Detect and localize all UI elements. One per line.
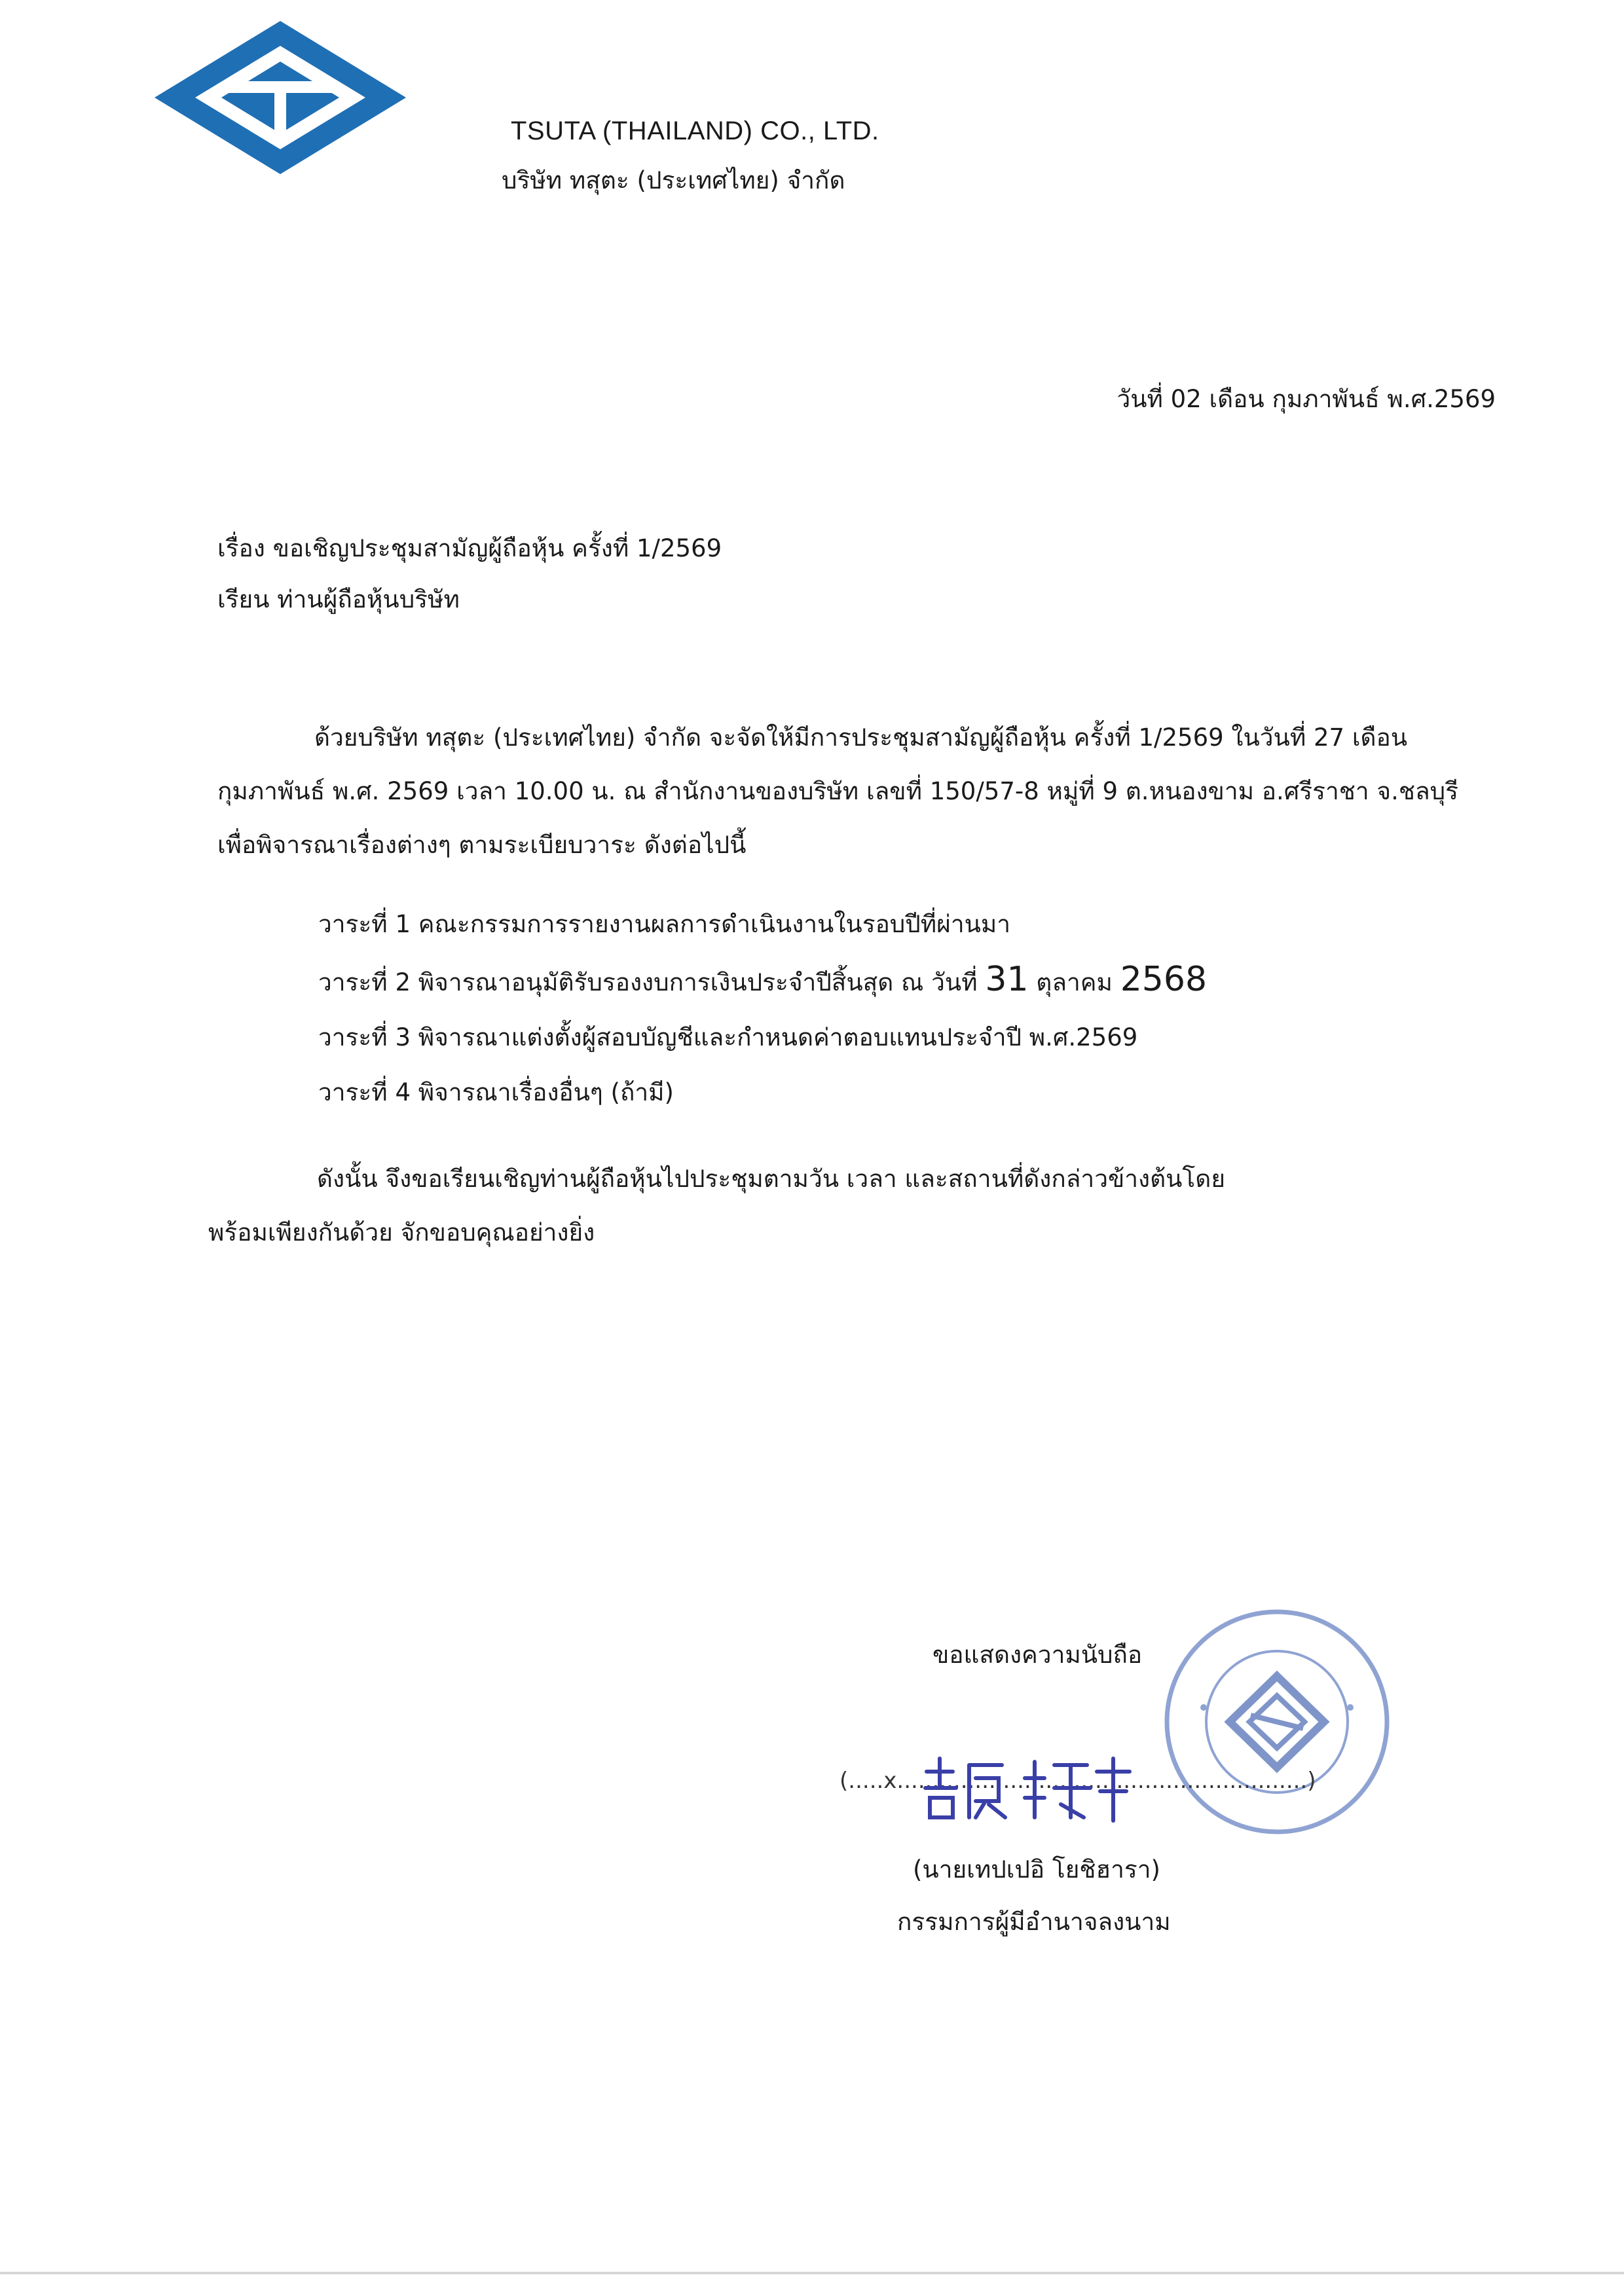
body-paragraph <box>217 711 1501 872</box>
body-line: ด้วยบริษัท ทสุตะ (ประเทศไทย) จำกัด จะจัดให้มีการประชุมสามัญผู้ถือหุ้น ครั้งที่ 1/2569 ในวันที่ 27 เดือน <box>314 723 1408 752</box>
respect-closing: ขอแสดงความนับถือ <box>932 1641 1143 1669</box>
body-line: เพื่อพิจารณาเรื่องต่างๆ ตามระเบียบวาระ ดังต่อไปนี้ <box>217 831 747 859</box>
company-name-th: บริษัท ทสุตะ (ประเทศไทย) จำกัด <box>502 166 845 194</box>
signatory-title: กรรมการผู้มีอำนาจลงนาม <box>897 1908 1171 1936</box>
closing-line: พร้อมเพียงกันด้วย จักขอบคุณอย่างยิ่ง <box>208 1218 595 1247</box>
agenda-item-text: วาระที่ 2 พิจารณาอนุมัติรับรองงบการเงินประจำปีสิ้นสุด ณ วันที่ <box>318 968 986 996</box>
handwritten-signature <box>913 1752 1136 1824</box>
agenda-item <box>318 952 1207 1010</box>
letter-addressee: เรียน ท่านผู้ถือหุ้นบริษัท <box>217 585 460 613</box>
agenda-item-day: 31 <box>985 960 1029 999</box>
tsuta-logo-icon <box>149 16 411 179</box>
letter-date: วันที่ 02 เดือน กุมภาพันธ์ พ.ศ.2569 <box>1116 385 1496 413</box>
agenda-item: วาระที่ 1 คณะกรรมการรายงานผลการดำเนินงานในรอบปีที่ผ่านมา <box>318 910 1011 938</box>
agenda-item-year: 2568 <box>1120 960 1208 999</box>
company-name-en: TSUTA (THAILAND) CO., LTD. <box>511 117 879 145</box>
bottom-divider <box>0 2272 1624 2274</box>
agenda-item: วาระที่ 3 พิจารณาแต่งตั้งผู้สอบบัญชีและกำหนดค่าตอบแทนประจำปี พ.ศ.2569 <box>318 1023 1138 1051</box>
agenda-item-month: ตุลาคม <box>1028 968 1120 996</box>
letter-subject: เรื่อง ขอเชิญประชุมสามัญผู้ถือหุ้น ครั้งที่ 1/2569 <box>217 534 722 562</box>
company-seal-icon <box>1153 1597 1401 1846</box>
signatory-name: (นายเทปเปอิ โยชิฮารา) <box>913 1855 1160 1884</box>
agenda-list <box>318 897 1207 1120</box>
closing-line: ดังนั้น จึงขอเรียนเชิญท่านผู้ถือหุ้นไปประชุมตามวัน เวลา และสถานที่ดังกล่าวข้างต้นโดย <box>317 1165 1226 1193</box>
signature-line: (.....x..........................................................) <box>840 1768 1316 1794</box>
body-line: กุมภาพันธ์ พ.ศ. 2569 เวลา 10.00 น. ณ สำนักงานของบริษัท เลขที่ 150/57-8 หมู่ที่ 9 ต.หนองขาม อ.ศรีราชา จ.ชลบุรี <box>217 777 1458 805</box>
closing-paragraph <box>208 1152 1492 1260</box>
agenda-item: วาระที่ 4 พิจารณาเรื่องอื่นๆ (ถ้ามี) <box>318 1078 674 1106</box>
